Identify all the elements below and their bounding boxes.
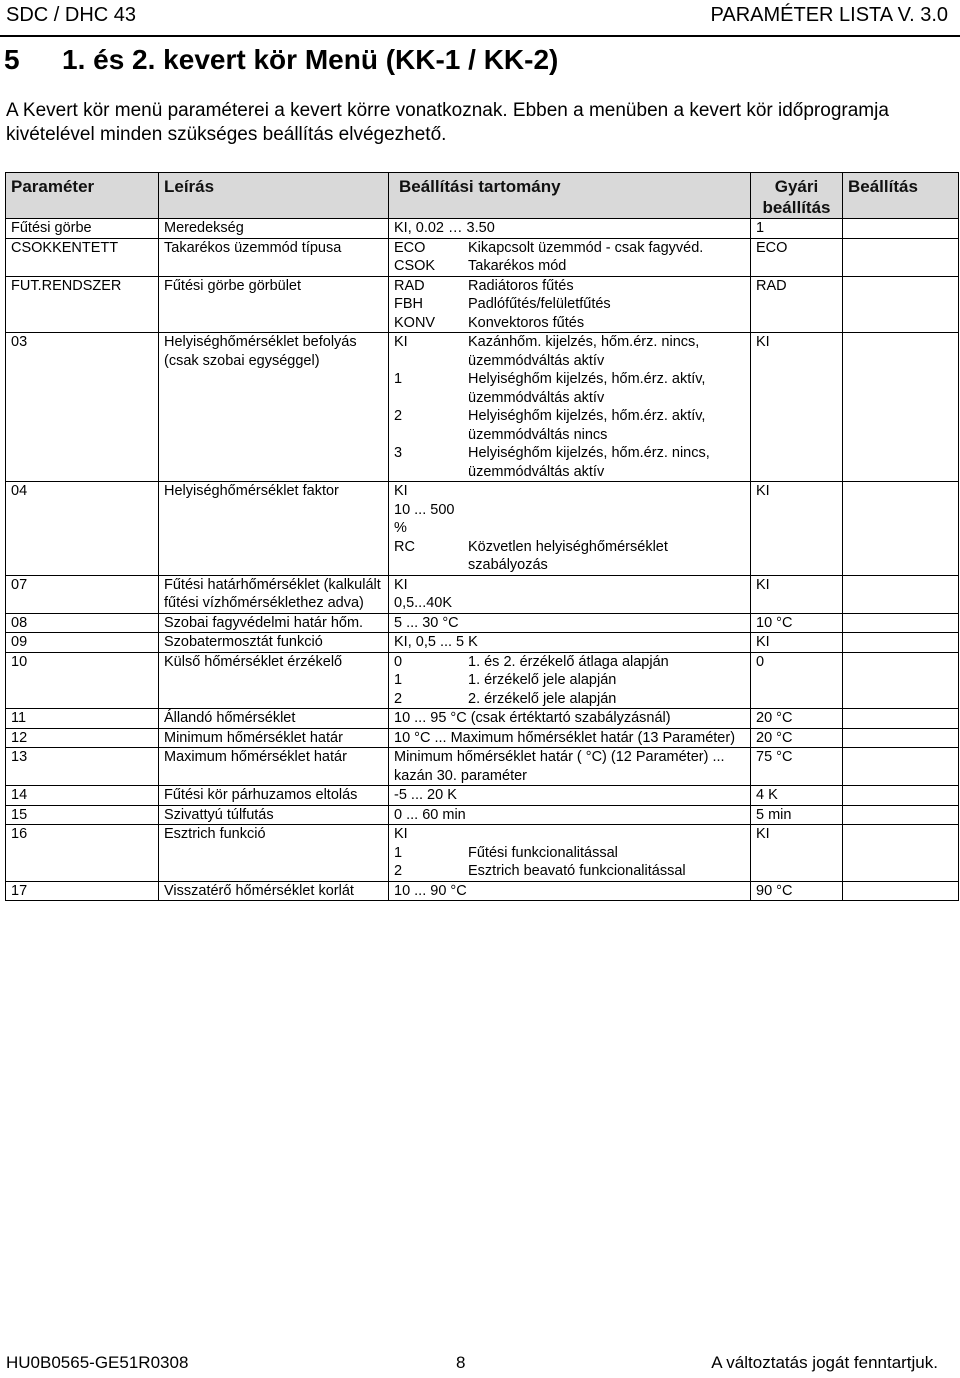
desc-cell: Helyiséghőmérséklet befolyás (csak szobai egységgel) bbox=[159, 333, 389, 482]
setting-cell bbox=[843, 786, 959, 806]
option-value: Kikapcsolt üzemmód - csak fagyvéd. bbox=[468, 239, 704, 256]
factory-cell: KI bbox=[751, 633, 843, 653]
header-doc-id: SDC / DHC 43 bbox=[6, 4, 137, 26]
setting-cell bbox=[843, 219, 959, 239]
table-row bbox=[6, 652, 959, 709]
option-value: Helyiséghőm kijelzés, hőm.érz. nincs, üzemmódváltás aktív bbox=[468, 445, 710, 480]
option-value: 1. érzékelő jele alapján bbox=[468, 672, 617, 688]
option-value bbox=[468, 501, 750, 538]
option-value: Helyiséghőm kijelzés, hőm.érz. aktív, üzemmódváltás aktív bbox=[468, 371, 706, 406]
setting-cell bbox=[843, 333, 959, 482]
factory-cell: KI bbox=[751, 825, 843, 882]
factory-cell: KI bbox=[751, 482, 843, 576]
factory-cell: 5 min bbox=[751, 805, 843, 825]
option-line bbox=[394, 444, 750, 481]
table-row bbox=[6, 575, 959, 613]
option-key: 1 bbox=[394, 844, 403, 861]
option-line bbox=[394, 370, 750, 407]
table-body bbox=[6, 219, 959, 901]
setting-cell bbox=[843, 613, 959, 633]
range-cell: -5 ... 20 K bbox=[389, 786, 751, 806]
parameter-table bbox=[5, 172, 959, 901]
desc-cell: Minimum hőmérséklet határ bbox=[159, 728, 389, 748]
setting-cell bbox=[843, 881, 959, 901]
table-row bbox=[6, 482, 959, 576]
option-key: RC bbox=[394, 538, 415, 555]
factory-cell: 20 °C bbox=[751, 728, 843, 748]
param-cell: 08 bbox=[6, 613, 159, 633]
range-cell: KI, 0.02 … 3.50 bbox=[389, 219, 751, 239]
header-param: Paraméter bbox=[6, 173, 159, 219]
factory-cell: 1 bbox=[751, 219, 843, 239]
desc-cell: Szobai fagyvédelmi határ hőm. bbox=[159, 613, 389, 633]
param-cell: 11 bbox=[6, 709, 159, 729]
header-rule bbox=[0, 35, 960, 37]
option-value: Esztrich beavató funkcionalitással bbox=[468, 863, 686, 879]
option-key: CSOK bbox=[394, 258, 436, 274]
range-cell bbox=[389, 482, 751, 576]
option-line bbox=[394, 538, 750, 575]
option-value: Kazánhőm. kijelzés, hőm.érz. nincs, üzemmódváltás aktív bbox=[468, 334, 700, 369]
param-cell: 07 bbox=[6, 575, 159, 613]
table-row bbox=[6, 613, 959, 633]
param-cell: 09 bbox=[6, 633, 159, 653]
setting-cell bbox=[843, 633, 959, 653]
param-cell: 10 bbox=[6, 652, 159, 709]
option-key: ECO bbox=[394, 239, 426, 256]
param-cell: 12 bbox=[6, 728, 159, 748]
header-range: Beállítási tartomány bbox=[389, 173, 751, 219]
section-title-text: 1. és 2. kevert kör Menü (KK-1 / KK-2) bbox=[62, 44, 559, 75]
option-key: FBH bbox=[394, 296, 423, 312]
table-row bbox=[6, 238, 959, 276]
table-row bbox=[6, 219, 959, 239]
factory-cell: 0 bbox=[751, 652, 843, 709]
option-key: 1 bbox=[394, 672, 403, 688]
option-value: 1. és 2. érzékelő átlaga alapján bbox=[468, 653, 669, 670]
setting-cell bbox=[843, 238, 959, 276]
option-key: KI bbox=[394, 334, 408, 350]
option-key: 3 bbox=[394, 445, 403, 461]
factory-cell: 10 °C bbox=[751, 613, 843, 633]
option-value bbox=[468, 594, 750, 613]
option-line bbox=[394, 825, 750, 844]
setting-cell bbox=[843, 575, 959, 613]
setting-cell bbox=[843, 748, 959, 786]
table-row bbox=[6, 825, 959, 882]
option-key: 10 ... 500 % bbox=[394, 501, 455, 536]
param-cell: Fűtési görbe bbox=[6, 219, 159, 239]
range-cell bbox=[389, 652, 751, 709]
option-line bbox=[394, 844, 750, 863]
option-value bbox=[468, 482, 750, 501]
table-row bbox=[6, 748, 959, 786]
desc-cell: Fűtési görbe görbület bbox=[159, 276, 389, 333]
range-cell bbox=[389, 825, 751, 882]
param-cell: 13 bbox=[6, 748, 159, 786]
desc-cell: Meredekség bbox=[159, 219, 389, 239]
desc-cell: Visszatérő hőmérséklet korlát bbox=[159, 881, 389, 901]
factory-cell: RAD bbox=[751, 276, 843, 333]
option-value bbox=[468, 825, 750, 844]
option-value: Padlófűtés/felületfűtés bbox=[468, 296, 611, 312]
param-cell: 17 bbox=[6, 881, 159, 901]
param-cell: 14 bbox=[6, 786, 159, 806]
setting-cell bbox=[843, 652, 959, 709]
range-cell: 5 ... 30 °C bbox=[389, 613, 751, 633]
option-line bbox=[394, 594, 750, 613]
factory-cell: 75 °C bbox=[751, 748, 843, 786]
table-row bbox=[6, 786, 959, 806]
option-line bbox=[394, 295, 750, 314]
table-row bbox=[6, 709, 959, 729]
option-key: KI bbox=[394, 483, 408, 499]
table-row bbox=[6, 728, 959, 748]
option-key: 2 bbox=[394, 408, 403, 424]
param-cell: 16 bbox=[6, 825, 159, 882]
range-cell: KI, 0,5 ... 5 K bbox=[389, 633, 751, 653]
range-cell bbox=[389, 333, 751, 482]
param-cell: FUT.RENDSZER bbox=[6, 276, 159, 333]
footer-page-number: 8 bbox=[456, 1353, 466, 1372]
option-key: 2 bbox=[394, 863, 403, 879]
range-cell: Minimum hőmérséklet határ ( °C) (12 Paraméter) ... kazán 30. paraméter bbox=[389, 748, 751, 786]
option-line bbox=[394, 333, 750, 370]
option-line bbox=[394, 690, 750, 709]
table-header-row bbox=[6, 173, 959, 219]
range-cell bbox=[389, 575, 751, 613]
option-key: RAD bbox=[394, 277, 425, 294]
param-cell: 04 bbox=[6, 482, 159, 576]
option-value: 2. érzékelő jele alapján bbox=[468, 690, 617, 707]
option-value: Takarékos mód bbox=[468, 258, 567, 274]
option-line bbox=[394, 314, 750, 333]
factory-cell: ECO bbox=[751, 238, 843, 276]
range-cell: 10 ... 95 °C (csak értéktartó szabályzásnál) bbox=[389, 709, 751, 729]
option-line bbox=[394, 501, 750, 538]
desc-cell: Helyiséghőmérséklet faktor bbox=[159, 482, 389, 576]
desc-cell: Esztrich funkció bbox=[159, 825, 389, 882]
desc-cell: Szobatermosztát funkció bbox=[159, 633, 389, 653]
option-line bbox=[394, 576, 750, 595]
table-row bbox=[6, 333, 959, 482]
option-key: 0,5...40K bbox=[394, 595, 453, 611]
desc-cell: Külső hőmérséklet érzékelő bbox=[159, 652, 389, 709]
header-setting: Beállítás bbox=[843, 173, 959, 219]
option-line bbox=[394, 482, 750, 501]
setting-cell bbox=[843, 728, 959, 748]
setting-cell bbox=[843, 276, 959, 333]
option-value: Helyiséghőm kijelzés, hőm.érz. aktív, üzemmódváltás nincs bbox=[468, 408, 706, 443]
option-key: 2 bbox=[394, 690, 403, 707]
intro-paragraph: A Kevert kör menü paraméterei a kevert körre vonatkoznak. Ebben a menüben a kevert kör időprogramja kivételével minden szükséges beállítás elvégezhető. bbox=[6, 100, 889, 145]
desc-cell: Fűtési kör párhuzamos eltolás bbox=[159, 786, 389, 806]
setting-cell bbox=[843, 825, 959, 882]
section-number: 5 bbox=[4, 44, 20, 75]
option-key: KONV bbox=[394, 314, 436, 331]
param-cell: 15 bbox=[6, 805, 159, 825]
desc-cell: Takarékos üzemmód típusa bbox=[159, 238, 389, 276]
option-line bbox=[394, 407, 750, 444]
desc-cell: Fűtési határhőmérséklet (kalkulált fűtési vízhőmérséklethez adva) bbox=[159, 575, 389, 613]
option-line bbox=[394, 239, 750, 258]
table-row bbox=[6, 633, 959, 653]
section-title bbox=[4, 44, 558, 76]
option-value bbox=[468, 576, 750, 595]
option-line bbox=[394, 277, 750, 296]
option-line bbox=[394, 653, 750, 672]
option-value: Fűtési funkcionalitással bbox=[468, 844, 618, 861]
footer-rights: A változtatás jogát fenntartjuk. bbox=[711, 1353, 938, 1372]
factory-cell: KI bbox=[751, 333, 843, 482]
range-cell: 0 ... 60 min bbox=[389, 805, 751, 825]
param-cell: 03 bbox=[6, 333, 159, 482]
option-key: KI bbox=[394, 826, 408, 842]
option-line bbox=[394, 671, 750, 690]
desc-cell: Maximum hőmérséklet határ bbox=[159, 748, 389, 786]
range-cell bbox=[389, 276, 751, 333]
factory-cell: 90 °C bbox=[751, 881, 843, 901]
header-factory: Gyári beállítás bbox=[751, 173, 843, 219]
desc-cell: Állandó hőmérséklet bbox=[159, 709, 389, 729]
factory-cell: KI bbox=[751, 575, 843, 613]
option-key: KI bbox=[394, 576, 408, 593]
header-doc-title: PARAMÉTER LISTA V. 3.0 bbox=[710, 4, 948, 26]
range-cell: 10 ... 90 °C bbox=[389, 881, 751, 901]
footer-doc-code: HU0B0565-GE51R0308 bbox=[6, 1353, 189, 1372]
header-desc: Leírás bbox=[159, 173, 389, 219]
param-cell: CSOKKENTETT bbox=[6, 238, 159, 276]
option-value: Közvetlen helyiséghőmérséklet szabályozás bbox=[468, 538, 668, 573]
option-key: 0 bbox=[394, 653, 403, 670]
option-key: 1 bbox=[394, 371, 403, 387]
setting-cell bbox=[843, 482, 959, 576]
factory-cell: 20 °C bbox=[751, 709, 843, 729]
setting-cell bbox=[843, 709, 959, 729]
desc-cell: Szivattyú túlfutás bbox=[159, 805, 389, 825]
range-cell: 10 °C ... Maximum hőmérséklet határ (13 Paraméter) bbox=[389, 728, 751, 748]
option-value: Radiátoros fűtés bbox=[468, 277, 574, 294]
setting-cell bbox=[843, 805, 959, 825]
table-row bbox=[6, 276, 959, 333]
factory-cell: 4 K bbox=[751, 786, 843, 806]
table-row bbox=[6, 881, 959, 901]
option-value: Konvektoros fűtés bbox=[468, 314, 585, 331]
range-cell bbox=[389, 238, 751, 276]
option-line bbox=[394, 862, 750, 881]
table-row bbox=[6, 805, 959, 825]
option-line bbox=[394, 257, 750, 276]
